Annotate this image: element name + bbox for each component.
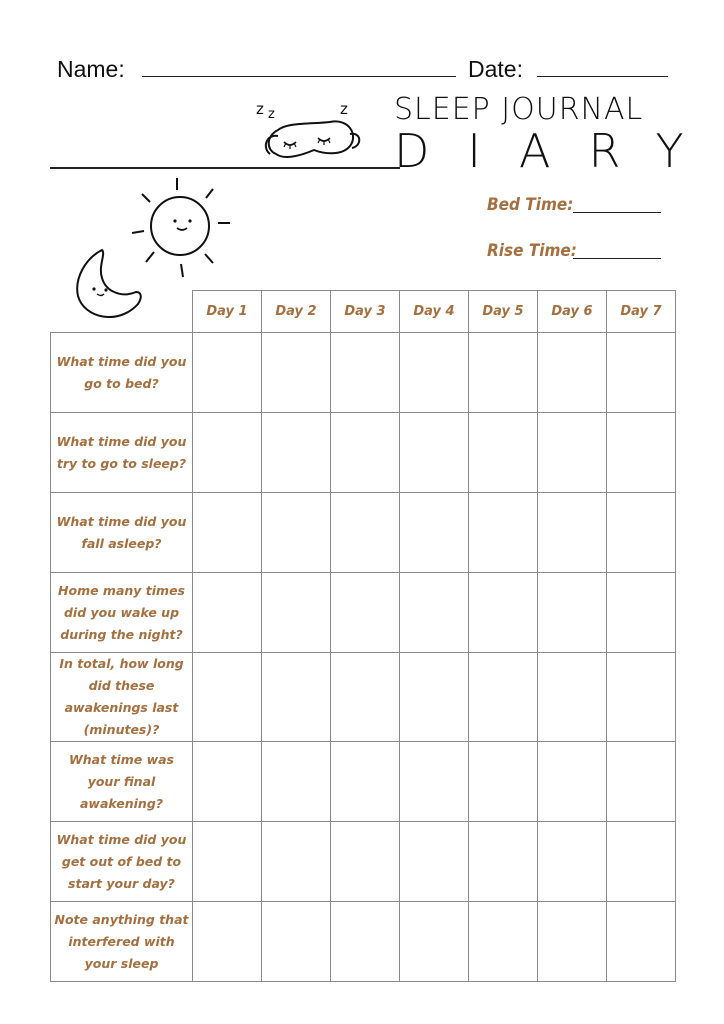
entry-cell[interactable] — [469, 653, 538, 742]
entry-cell[interactable] — [400, 333, 469, 413]
day-header: Day 4 — [400, 291, 469, 333]
day-header: Day 7 — [607, 291, 676, 333]
question-cell: What time did you try to go to sleep? — [51, 413, 193, 493]
entry-cell[interactable] — [607, 902, 676, 982]
entry-cell[interactable] — [262, 413, 331, 493]
entry-cell[interactable] — [193, 822, 262, 902]
entry-cell[interactable] — [607, 333, 676, 413]
entry-cell[interactable] — [193, 413, 262, 493]
sleep-diary-table — [50, 290, 676, 982]
day-header: Day 5 — [469, 291, 538, 333]
entry-cell[interactable] — [538, 573, 607, 653]
svg-text:z: z — [256, 100, 264, 118]
entry-cell[interactable] — [331, 333, 400, 413]
entry-cell[interactable] — [469, 573, 538, 653]
entry-cell[interactable] — [331, 742, 400, 822]
entry-cell[interactable] — [331, 413, 400, 493]
entry-cell[interactable] — [469, 742, 538, 822]
entry-cell[interactable] — [469, 822, 538, 902]
table-row — [51, 742, 676, 822]
entry-cell[interactable] — [262, 493, 331, 573]
entry-cell[interactable] — [193, 493, 262, 573]
entry-cell[interactable] — [331, 493, 400, 573]
entry-cell[interactable] — [607, 493, 676, 573]
entry-cell[interactable] — [262, 653, 331, 742]
entry-cell[interactable] — [469, 902, 538, 982]
entry-cell[interactable] — [193, 653, 262, 742]
table-row — [51, 413, 676, 493]
entry-cell[interactable] — [607, 822, 676, 902]
question-cell: What time did you get out of bed to start your day? — [51, 822, 193, 902]
entry-cell[interactable] — [607, 742, 676, 822]
entry-cell[interactable] — [538, 493, 607, 573]
entry-cell[interactable] — [607, 413, 676, 493]
date-label: Date: — [468, 56, 523, 82]
entry-cell[interactable] — [193, 742, 262, 822]
entry-cell[interactable] — [262, 333, 331, 413]
date-field[interactable] — [537, 76, 668, 77]
entry-cell[interactable] — [538, 413, 607, 493]
entry-cell[interactable] — [400, 653, 469, 742]
entry-cell[interactable] — [400, 902, 469, 982]
entry-cell[interactable] — [400, 573, 469, 653]
entry-cell[interactable] — [400, 413, 469, 493]
entry-cell[interactable] — [607, 653, 676, 742]
entry-cell[interactable] — [538, 822, 607, 902]
table-row — [51, 653, 676, 742]
table-row — [51, 573, 676, 653]
entry-cell[interactable] — [538, 742, 607, 822]
entry-cell[interactable] — [469, 413, 538, 493]
table-row — [51, 493, 676, 573]
header-divider — [50, 167, 400, 169]
day-header: Day 2 — [262, 291, 331, 333]
entry-cell[interactable] — [331, 902, 400, 982]
entry-cell[interactable] — [262, 822, 331, 902]
journal-title: SLEEP JOURNAL — [394, 92, 644, 127]
entry-cell[interactable] — [538, 653, 607, 742]
entry-cell[interactable] — [607, 573, 676, 653]
name-field[interactable] — [142, 76, 456, 77]
bed-time-field[interactable] — [573, 212, 661, 213]
rise-time-field[interactable] — [573, 258, 661, 259]
question-cell: Note anything that interfered with your sleep — [51, 902, 193, 982]
entry-cell[interactable] — [193, 902, 262, 982]
question-cell: What time did you go to bed? — [51, 333, 193, 413]
entry-cell[interactable] — [193, 573, 262, 653]
table-corner — [51, 291, 193, 333]
question-cell: What time did you fall asleep? — [51, 493, 193, 573]
question-cell: What time was your final awakening? — [51, 742, 193, 822]
entry-cell[interactable] — [469, 333, 538, 413]
entry-cell[interactable] — [538, 333, 607, 413]
entry-cell[interactable] — [469, 493, 538, 573]
day-header: Day 6 — [538, 291, 607, 333]
svg-text:z: z — [340, 100, 348, 118]
bed-time-label: Bed Time: — [487, 195, 574, 215]
svg-text:z: z — [268, 107, 275, 122]
entry-cell[interactable] — [262, 573, 331, 653]
entry-cell[interactable] — [262, 742, 331, 822]
entry-cell[interactable] — [331, 822, 400, 902]
table-row — [51, 902, 676, 982]
entry-cell[interactable] — [331, 573, 400, 653]
entry-cell[interactable] — [538, 902, 607, 982]
question-cell: Home many times did you wake up during the night? — [51, 573, 193, 653]
day-header-row — [51, 291, 676, 333]
entry-cell[interactable] — [400, 493, 469, 573]
entry-cell[interactable] — [193, 333, 262, 413]
rise-time-label: Rise Time: — [487, 241, 577, 261]
day-header: Day 1 — [193, 291, 262, 333]
sleep-mask-icon — [254, 96, 366, 166]
table-row — [51, 333, 676, 413]
name-label: Name: — [57, 56, 125, 82]
entry-cell[interactable] — [400, 742, 469, 822]
entry-cell[interactable] — [400, 822, 469, 902]
entry-cell[interactable] — [331, 653, 400, 742]
table-row — [51, 822, 676, 902]
entry-cell[interactable] — [262, 902, 331, 982]
question-cell: In total, how long did these awakenings last (minutes)? — [51, 653, 193, 742]
day-header: Day 3 — [331, 291, 400, 333]
diary-title: DIARY — [394, 124, 722, 178]
